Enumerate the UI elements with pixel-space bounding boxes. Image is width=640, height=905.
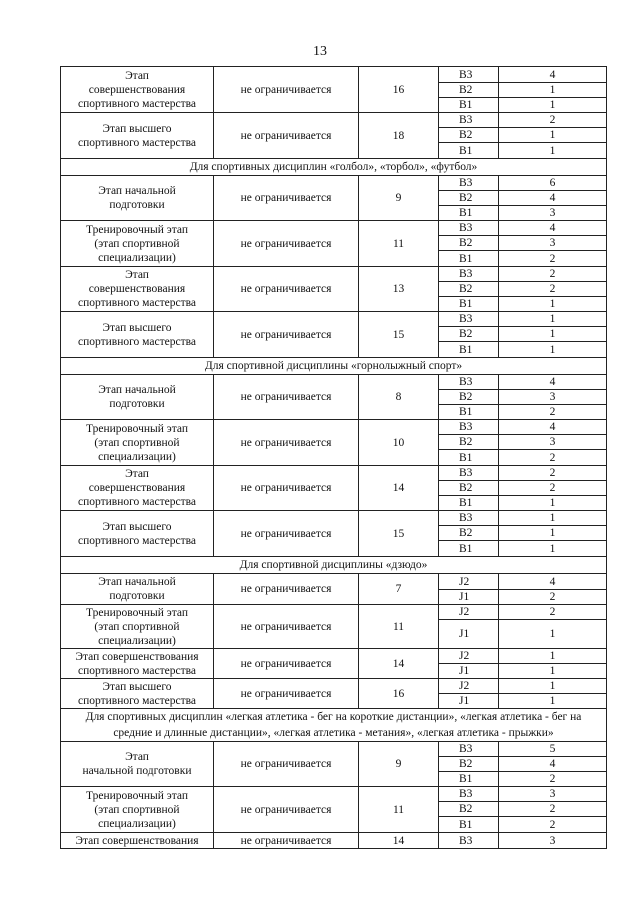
- stage-name-line: начальной подготовки: [82, 765, 192, 777]
- section-heading-row: [61, 358, 607, 375]
- category-cell: В3: [439, 466, 499, 481]
- stage-name-line: (этап спортивной: [94, 620, 180, 633]
- count-cell: 3: [499, 390, 607, 405]
- category-cell: В3: [439, 742, 499, 757]
- stage-name-line: Этап: [125, 468, 149, 480]
- section-heading: Для спортивных дисциплин «голбол», «торбол», «футбол»: [61, 159, 607, 176]
- count-cell: 2: [499, 817, 607, 833]
- table-row: [61, 574, 607, 590]
- count-cell: 4: [499, 67, 607, 83]
- count-cell: 2: [499, 802, 607, 817]
- category-cell: В2: [439, 481, 499, 496]
- stage-name: [61, 787, 214, 833]
- limit-cell: не ограничивается: [214, 605, 359, 649]
- table-row: [61, 67, 607, 83]
- stage-name: [61, 221, 214, 267]
- count-cell: 2: [499, 113, 607, 128]
- age-cell: 9: [359, 742, 439, 787]
- category-cell: В2: [439, 128, 499, 143]
- category-cell: В3: [439, 420, 499, 435]
- count-cell: 4: [499, 191, 607, 206]
- stage-name-line: спортивного мастерства: [78, 297, 196, 309]
- table-row: [61, 742, 607, 757]
- count-cell: 2: [499, 590, 607, 605]
- stage-name: [61, 176, 214, 221]
- category-cell: В1: [439, 297, 499, 312]
- category-cell: В3: [439, 221, 499, 236]
- stage-name-line: (этап спортивной: [94, 237, 180, 250]
- count-cell: 1: [499, 664, 607, 679]
- category-cell: В1: [439, 541, 499, 557]
- category-cell: В1: [439, 342, 499, 358]
- limit-cell: не ограничивается: [214, 574, 359, 605]
- limit-cell: не ограничивается: [214, 649, 359, 679]
- stage-name: [61, 679, 214, 709]
- count-cell: 4: [499, 221, 607, 236]
- category-cell: В1: [439, 143, 499, 159]
- stage-name-line: Этап совершенствования: [75, 650, 199, 663]
- age-cell: 13: [359, 267, 439, 312]
- stage-name: [61, 420, 214, 466]
- count-cell: 1: [499, 620, 607, 649]
- category-cell: В2: [439, 236, 499, 251]
- stage-name: [61, 466, 214, 511]
- stage-name: [61, 649, 214, 679]
- category-cell: J2: [439, 574, 499, 590]
- section-heading: Для спортивных дисциплин «легкая атлетика - бег на короткие дистанции», «легкая атлетика - бег на средние и длинные дистанции», «легкая атлетика - метания», «легкая атлетика - прыжки»: [61, 709, 607, 742]
- section-heading-row: [61, 159, 607, 176]
- table-row: [61, 649, 607, 664]
- limit-cell: не ограничивается: [214, 375, 359, 420]
- stage-name-line: Тренировочный этап: [86, 422, 188, 435]
- stage-name-line: спортивного мастерства: [78, 664, 196, 677]
- stage-name-line: Этап высшего: [102, 680, 172, 693]
- stage-name-line: специализации): [98, 634, 176, 647]
- stage-name-line: Этап: [125, 69, 149, 82]
- stage-name-line: Этап начальной: [98, 185, 176, 197]
- stage-name-line: специализации): [98, 817, 176, 830]
- table-row: [61, 605, 607, 620]
- age-cell: 16: [359, 679, 439, 709]
- table-row: [61, 679, 607, 694]
- stage-name-line: спортивного мастерства: [78, 496, 196, 508]
- stage-name-line: совершенствования: [88, 83, 186, 96]
- limit-cell: не ограничивается: [214, 267, 359, 312]
- category-cell: В3: [439, 312, 499, 327]
- count-cell: 1: [499, 98, 607, 113]
- count-cell: 2: [499, 267, 607, 282]
- category-cell: В2: [439, 191, 499, 206]
- page-number: 13: [313, 44, 327, 59]
- section-heading: Для спортивной дисциплины «горнолыжный спорт»: [61, 358, 607, 375]
- table-body: [61, 67, 607, 849]
- stage-name: [61, 605, 214, 649]
- requirements-table: [60, 66, 607, 849]
- count-cell: 2: [499, 466, 607, 481]
- category-cell: В1: [439, 405, 499, 420]
- table-row: [61, 511, 607, 526]
- count-cell: 4: [499, 574, 607, 590]
- section-heading: Для спортивной дисциплины «дзюдо»: [61, 557, 607, 574]
- age-cell: 11: [359, 787, 439, 833]
- age-cell: 16: [359, 67, 439, 113]
- count-cell: 1: [499, 496, 607, 511]
- count-cell: 1: [499, 511, 607, 526]
- stage-name-line: Тренировочный этап: [86, 606, 188, 619]
- count-cell: 1: [499, 327, 607, 342]
- category-cell: J1: [439, 664, 499, 679]
- limit-cell: не ограничивается: [214, 420, 359, 466]
- age-cell: 9: [359, 176, 439, 221]
- section-heading-row: [61, 557, 607, 574]
- table-row: [61, 221, 607, 236]
- category-cell: В3: [439, 176, 499, 191]
- stage-name-line: спортивного мастерства: [78, 694, 196, 707]
- count-cell: 1: [499, 143, 607, 159]
- count-cell: 3: [499, 833, 607, 849]
- count-cell: 1: [499, 679, 607, 694]
- age-cell: 10: [359, 420, 439, 466]
- count-cell: 2: [499, 405, 607, 420]
- limit-cell: не ограничивается: [214, 679, 359, 709]
- category-cell: В3: [439, 113, 499, 128]
- count-cell: 1: [499, 312, 607, 327]
- age-cell: 18: [359, 113, 439, 159]
- category-cell: В2: [439, 526, 499, 541]
- limit-cell: не ограничивается: [214, 113, 359, 159]
- age-cell: 7: [359, 574, 439, 605]
- limit-cell: не ограничивается: [214, 67, 359, 113]
- stage-name: [61, 833, 214, 849]
- limit-cell: не ограничивается: [214, 312, 359, 358]
- count-cell: 1: [499, 541, 607, 557]
- category-cell: J1: [439, 620, 499, 649]
- stage-name-line: Этап совершенствования: [75, 834, 199, 847]
- limit-cell: не ограничивается: [214, 466, 359, 511]
- count-cell: 2: [499, 605, 607, 620]
- count-cell: 3: [499, 206, 607, 221]
- stage-name-line: спортивного мастерства: [78, 335, 196, 348]
- category-cell: В1: [439, 206, 499, 221]
- count-cell: 1: [499, 649, 607, 664]
- stage-name: [61, 113, 214, 159]
- category-cell: В3: [439, 375, 499, 390]
- stage-name-line: совершенствования: [88, 283, 186, 295]
- category-cell: J1: [439, 694, 499, 709]
- section-heading-row: [61, 709, 607, 742]
- stage-name: [61, 574, 214, 605]
- count-cell: 1: [499, 526, 607, 541]
- table-row: [61, 267, 607, 282]
- stage-name-line: Этап: [125, 269, 149, 281]
- stage-name-line: спортивного мастерства: [78, 136, 196, 149]
- category-cell: J2: [439, 649, 499, 664]
- category-cell: В3: [439, 787, 499, 802]
- stage-name-line: подготовки: [109, 590, 165, 602]
- table-row: [61, 787, 607, 802]
- count-cell: 5: [499, 742, 607, 757]
- stage-name: [61, 375, 214, 420]
- category-cell: J2: [439, 679, 499, 694]
- count-cell: 1: [499, 694, 607, 709]
- age-cell: 14: [359, 649, 439, 679]
- stage-name: [61, 742, 214, 787]
- age-cell: 11: [359, 605, 439, 649]
- category-cell: В2: [439, 282, 499, 297]
- stage-name: [61, 312, 214, 358]
- age-cell: 11: [359, 221, 439, 267]
- age-cell: 8: [359, 375, 439, 420]
- table-row: [61, 420, 607, 435]
- stage-name-line: Тренировочный этап: [86, 789, 188, 802]
- stage-name-line: специализации): [98, 251, 176, 264]
- table-row: [61, 176, 607, 191]
- limit-cell: не ограничивается: [214, 221, 359, 267]
- stage-name-line: Этап начальной: [98, 576, 176, 588]
- stage-name-line: подготовки: [109, 199, 165, 211]
- category-cell: В1: [439, 450, 499, 466]
- stage-name-line: Этап высшего: [102, 122, 172, 135]
- category-cell: В1: [439, 496, 499, 511]
- count-cell: 4: [499, 420, 607, 435]
- stage-name: [61, 511, 214, 557]
- limit-cell: не ограничивается: [214, 833, 359, 849]
- stage-name-line: Тренировочный этап: [86, 223, 188, 236]
- count-cell: 4: [499, 375, 607, 390]
- limit-cell: не ограничивается: [214, 511, 359, 557]
- count-cell: 6: [499, 176, 607, 191]
- stage-name: [61, 67, 214, 113]
- table-row: [61, 466, 607, 481]
- category-cell: В2: [439, 390, 499, 405]
- stage-name: [61, 267, 214, 312]
- category-cell: J2: [439, 605, 499, 620]
- count-cell: 2: [499, 282, 607, 297]
- category-cell: В3: [439, 67, 499, 83]
- count-cell: 3: [499, 236, 607, 251]
- stage-name-line: (этап спортивной: [94, 436, 180, 449]
- stage-name-line: Этап высшего: [102, 321, 172, 334]
- count-cell: 2: [499, 251, 607, 267]
- count-cell: 2: [499, 481, 607, 496]
- stage-name-line: Этап высшего: [102, 520, 172, 533]
- count-cell: 1: [499, 297, 607, 312]
- table-row: [61, 833, 607, 849]
- count-cell: 2: [499, 772, 607, 787]
- age-cell: 14: [359, 466, 439, 511]
- stage-name-line: подготовки: [109, 398, 165, 410]
- count-cell: 4: [499, 757, 607, 772]
- age-cell: 15: [359, 511, 439, 557]
- category-cell: В2: [439, 327, 499, 342]
- category-cell: В3: [439, 267, 499, 282]
- category-cell: В2: [439, 802, 499, 817]
- count-cell: 1: [499, 128, 607, 143]
- count-cell: 1: [499, 342, 607, 358]
- stage-name-line: спортивного мастерства: [78, 534, 196, 547]
- count-cell: 3: [499, 787, 607, 802]
- category-cell: В1: [439, 772, 499, 787]
- table-row: [61, 113, 607, 128]
- age-cell: 15: [359, 312, 439, 358]
- category-cell: J1: [439, 590, 499, 605]
- count-cell: 2: [499, 450, 607, 466]
- category-cell: В1: [439, 251, 499, 267]
- count-cell: 1: [499, 83, 607, 98]
- table-row: [61, 312, 607, 327]
- stage-name-line: совершенствования: [88, 482, 186, 494]
- category-cell: В2: [439, 83, 499, 98]
- category-cell: В2: [439, 435, 499, 450]
- limit-cell: не ограничивается: [214, 742, 359, 787]
- category-cell: В3: [439, 511, 499, 526]
- stage-name-line: (этап спортивной: [94, 803, 180, 816]
- category-cell: В2: [439, 757, 499, 772]
- age-cell: 14: [359, 833, 439, 849]
- table-row: [61, 375, 607, 390]
- category-cell: В1: [439, 817, 499, 833]
- category-cell: В3: [439, 833, 499, 849]
- stage-name-line: спортивного мастерства: [78, 97, 196, 110]
- stage-name-line: Этап начальной: [98, 384, 176, 396]
- count-cell: 3: [499, 435, 607, 450]
- limit-cell: не ограничивается: [214, 787, 359, 833]
- limit-cell: не ограничивается: [214, 176, 359, 221]
- stage-name-line: Этап: [125, 751, 149, 763]
- category-cell: В1: [439, 98, 499, 113]
- stage-name-line: специализации): [98, 450, 176, 463]
